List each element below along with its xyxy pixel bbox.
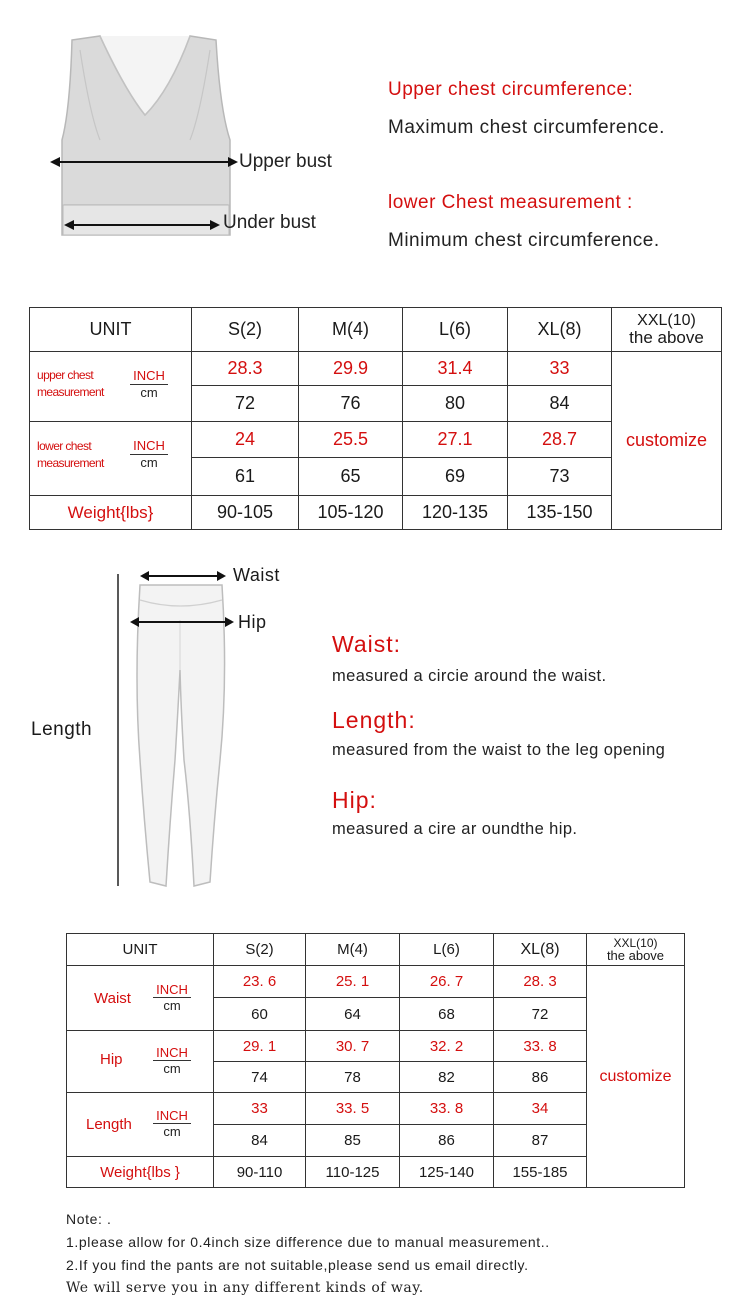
cell-weight: 105-120 (299, 496, 403, 530)
length-label: Length (31, 719, 93, 740)
cell-cm: 72 (192, 386, 299, 422)
under-bust-label: Under bust (223, 212, 316, 233)
table-row (67, 966, 685, 998)
length-label-cell (67, 1093, 214, 1157)
size-header-l: L(6) (400, 934, 494, 966)
upper-chest-label-cell (30, 352, 192, 422)
cell-inch: 24 (192, 422, 299, 458)
unit-cm: cm (163, 1061, 181, 1076)
lower-chest-heading: lower Chest measurement : (388, 192, 633, 213)
leggings-drawing (110, 560, 300, 900)
unit-inch: INCH (153, 982, 191, 998)
unit-cm: cm (140, 385, 158, 400)
cell-cm: 64 (306, 998, 400, 1031)
cell-cm: 82 (400, 1062, 494, 1093)
cell-inch: 33. 8 (400, 1093, 494, 1125)
pants-size-table (66, 933, 685, 1188)
size-header-xxl (587, 934, 685, 966)
cell-weight: 90-105 (192, 496, 299, 530)
size-header-xxl (612, 308, 722, 352)
upper-bust-label: Upper bust (239, 151, 332, 172)
cell-inch: 25. 1 (306, 966, 400, 998)
cell-inch: 31.4 (403, 352, 508, 386)
size-header-l: L(6) (403, 308, 508, 352)
row-label-line2: measurement (37, 456, 104, 470)
unit-cm: cm (140, 455, 158, 470)
leggings-illustration (110, 560, 300, 900)
cell-cm: 87 (494, 1125, 587, 1157)
lower-chest-text: Minimum chest circumference. (388, 230, 660, 251)
cell-cm: 69 (403, 458, 508, 496)
customize-cell: customize (612, 352, 722, 530)
hip-label-cell (67, 1031, 214, 1093)
row-label-line1: upper chest (37, 368, 94, 382)
cell-weight: 125-140 (400, 1157, 494, 1188)
xxl-header-line1: XXL(10) (613, 936, 658, 950)
bra-size-table (29, 307, 722, 530)
unit-inch: INCH (130, 438, 168, 455)
unit-header: UNIT (67, 934, 214, 966)
note-closing: We will serve you in any different kinds of way. (66, 1280, 424, 1296)
unit-header: UNIT (30, 308, 192, 352)
length-text: measured from the waist to the leg opening (332, 741, 666, 759)
table-header-row (30, 308, 722, 352)
unit-fraction (153, 1045, 191, 1076)
hip-text: measured a cire ar oundthe hip. (332, 820, 578, 838)
unit-inch: INCH (130, 368, 168, 385)
row-label: Waist (94, 990, 131, 1007)
unit-fraction (130, 438, 168, 471)
row-label-line1: lower chest (37, 439, 92, 453)
waist-text: measured a circie around the waist. (332, 667, 607, 685)
unit-inch: INCH (153, 1045, 191, 1061)
cell-cm: 86 (400, 1125, 494, 1157)
cell-inch: 28.3 (192, 352, 299, 386)
xxl-header-line2: the above (606, 948, 665, 963)
cell-inch: 33. 8 (494, 1031, 587, 1062)
cell-inch: 33 (508, 352, 612, 386)
waist-heading: Waist: (332, 631, 402, 657)
cell-cm: 72 (494, 998, 587, 1031)
size-header-m: M(4) (299, 308, 403, 352)
cell-inch: 33. 5 (306, 1093, 400, 1125)
row-label (37, 367, 104, 401)
weight-label: Weight{lbs } (67, 1157, 214, 1188)
cell-inch: 34 (494, 1093, 587, 1125)
weight-label: Weight{lbs} (30, 496, 192, 530)
cell-cm: 80 (403, 386, 508, 422)
cell-cm: 74 (214, 1062, 306, 1093)
unit-fraction (153, 982, 191, 1013)
cell-cm: 65 (299, 458, 403, 496)
cell-inch: 28. 3 (494, 966, 587, 998)
cell-inch: 32. 2 (400, 1031, 494, 1062)
table-header-row (67, 934, 685, 966)
row-label: Length (86, 1116, 132, 1133)
xxl-header-line2: the above (629, 328, 704, 347)
note-title: Note: . (66, 1211, 112, 1227)
cell-weight: 120-135 (403, 496, 508, 530)
cell-inch: 30. 7 (306, 1031, 400, 1062)
cell-cm: 78 (306, 1062, 400, 1093)
cell-inch: 29.9 (299, 352, 403, 386)
unit-cm: cm (163, 998, 181, 1013)
size-header-xl: XL(8) (508, 308, 612, 352)
cell-cm: 61 (192, 458, 299, 496)
cell-cm: 86 (494, 1062, 587, 1093)
table-row (30, 352, 722, 386)
cell-inch: 28.7 (508, 422, 612, 458)
cell-inch: 27.1 (403, 422, 508, 458)
waist-label: Waist (233, 565, 280, 585)
size-header-s: S(2) (214, 934, 306, 966)
xxl-header-line1: XXL(10) (637, 312, 696, 329)
cell-inch: 26. 7 (400, 966, 494, 998)
note-line-2: 2.If you find the pants are not suitable,please send us email directly. (66, 1257, 529, 1273)
cell-inch: 33 (214, 1093, 306, 1125)
row-label-line2: measurement (37, 385, 104, 399)
hip-heading: Hip: (332, 787, 377, 813)
cell-cm: 60 (214, 998, 306, 1031)
cell-cm: 73 (508, 458, 612, 496)
cell-weight: 155-185 (494, 1157, 587, 1188)
unit-fraction (130, 368, 168, 401)
waist-label-cell (67, 966, 214, 1031)
cell-weight: 90-110 (214, 1157, 306, 1188)
cell-weight: 110-125 (306, 1157, 400, 1188)
row-label (37, 438, 104, 472)
row-label: Hip (100, 1051, 123, 1068)
cell-cm: 84 (214, 1125, 306, 1157)
cell-inch: 29. 1 (214, 1031, 306, 1062)
upper-chest-text: Maximum chest circumference. (388, 117, 665, 138)
length-heading: Length: (332, 707, 416, 733)
cell-cm: 85 (306, 1125, 400, 1157)
size-header-m: M(4) (306, 934, 400, 966)
note-line-1: 1.please allow for 0.4inch size difference due to manual measurement.. (66, 1234, 550, 1250)
size-header-xl: XL(8) (494, 934, 587, 966)
upper-chest-heading: Upper chest circumference: (388, 79, 634, 100)
cell-cm: 68 (400, 998, 494, 1031)
hip-label: Hip (238, 612, 267, 632)
cell-inch: 23. 6 (214, 966, 306, 998)
lower-chest-label-cell (30, 422, 192, 496)
unit-fraction (153, 1108, 191, 1139)
cell-cm: 84 (508, 386, 612, 422)
size-header-s: S(2) (192, 308, 299, 352)
unit-cm: cm (163, 1124, 181, 1139)
cell-inch: 25.5 (299, 422, 403, 458)
cell-cm: 76 (299, 386, 403, 422)
cell-weight: 135-150 (508, 496, 612, 530)
unit-inch: INCH (153, 1108, 191, 1124)
customize-cell: customize (587, 966, 685, 1188)
